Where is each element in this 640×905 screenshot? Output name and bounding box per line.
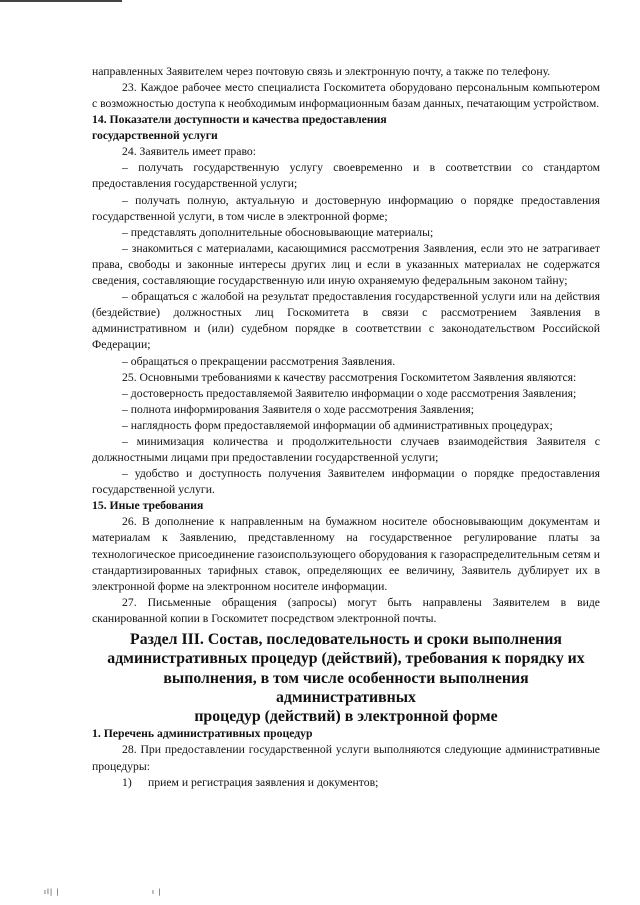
- paragraph-28: 28. При предоставлении государственной услуги выполняются следующие административные процедуры:: [92, 743, 600, 773]
- paragraph-27: 27. Письменные обращения (запросы) могут быть направлены Заявителем в виде сканированной копии в Госкомитет посредством электронной почты.: [92, 595, 600, 625]
- section-3-heading: [92, 630, 600, 726]
- paragraph-25: 25. Основными требованиями к качеству рассмотрения Госкомитетом Заявления являются:: [122, 370, 577, 384]
- heading-14-line1: 14. Показатели доступности и качества предоставления: [92, 113, 387, 127]
- section-3-heading-line: процедур (действий) в электронной форме: [194, 708, 498, 726]
- section-3-heading-line: выполнения, в том числе особенности выполнения административных: [163, 669, 529, 706]
- heading-15: 15. Иные требования: [92, 499, 204, 513]
- paragraph-26: 26. В дополнение к направленным на бумажном носителе обосновывающим документам и материалам к Заявлению, представленному на государственное регулирование платы за технологическое присоединение газоиспользующего оборудования к газораспределительным сетям и стандартизированных тарифных ставок, определяющих ее величину, Заявитель дублирует их в электронной форме на электронном носителе информации.: [92, 515, 600, 593]
- paragraph-23: 23. Каждое рабочее место специалиста Госкомитета оборудовано персональным компьютером с возможностью доступа к необходимым информационным базам данных, печатающим устройством.: [92, 81, 600, 111]
- paragraph-continued: направленных Заявителем через почтовую связь и электронную почту, а также по телефону.: [92, 65, 551, 78]
- list-item-number: 1): [122, 775, 132, 789]
- list-item: – полнота информирования Заявителя о ходе рассмотрения Заявления;: [122, 402, 474, 416]
- list-item: – представлять дополнительные обосновывающие материалы;: [122, 225, 434, 239]
- paragraph-24: 24. Заявитель имеет право:: [122, 145, 256, 159]
- list-item: – знакомиться с материалами, касающимися рассмотрения Заявления, если это не затрагивает права, свободы и законные интересы других лиц и если в указанных материалах не содержатся сведения, составляющие государственную или иную охраняемую федеральным законом тайну;: [92, 241, 600, 288]
- list-item: [92, 775, 600, 791]
- procedures-list: [92, 775, 600, 791]
- list-item: – минимизация количества и продолжительности случаев взаимодействия Заявителя с должностными лицами при предоставлении государственной услуги;: [92, 434, 600, 465]
- scan-footer-mark-mid: ı |: [152, 888, 162, 896]
- list-item: – обращаться о прекращении рассмотрения Заявления.: [122, 354, 396, 368]
- list-item: – достоверность предоставляемой Заявителю информации о ходе рассмотрения Заявления;: [122, 386, 577, 400]
- section-3-heading-line: Раздел III. Состав, последовательность и сроки выполнения: [130, 631, 562, 648]
- heading-1: 1. Перечень административных процедур: [92, 727, 313, 741]
- list-item-text: прием и регистрация заявления и документов;: [148, 775, 379, 789]
- list-item: – обращаться с жалобой на результат предоставления государственной услуги или на действия (бездействие) должностных лиц Госкомитета в связи с рассмотрением Заявления в административном и (или) судебном порядке в соответствии с законодательством Российской Федерации;: [92, 290, 600, 352]
- scan-footer-mark-left: ıl| |: [44, 888, 60, 896]
- list-item: – удобство и доступность получения Заявителем информации о порядке предоставления государственной услуги.: [92, 467, 600, 497]
- heading-14-line2: государственной услуги: [92, 129, 218, 143]
- list-item: – наглядность форм предоставляемой информации об административных процедурах;: [122, 418, 553, 432]
- list-item: – получать полную, актуальную и достоверную информацию о порядке предоставления государственной услуги, в том числе в электронной форме;: [92, 193, 600, 223]
- section-3-heading-line: административных процедур (действий), требования к порядку их: [107, 650, 585, 668]
- list-item: – получать государственную услугу своевременно и в соответствии со стандартом предоставления государственной услуги;: [92, 161, 600, 191]
- scan-edge-mark: [0, 0, 122, 2]
- document-body: [92, 64, 600, 791]
